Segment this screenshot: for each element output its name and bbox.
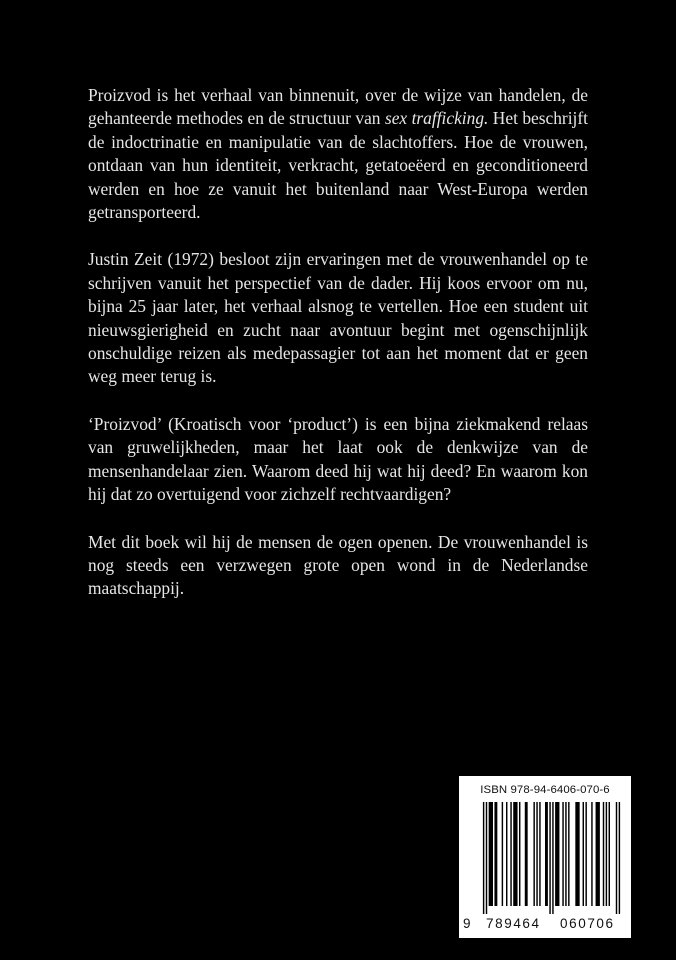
barcode-bar xyxy=(606,802,607,906)
barcode-guard-bar xyxy=(619,802,620,914)
barcode-bar xyxy=(506,802,507,906)
barcode-bar xyxy=(489,802,493,906)
barcode-digits xyxy=(459,916,631,934)
barcode-bar xyxy=(562,802,563,906)
barcode-guard-bar xyxy=(616,802,617,914)
barcode-digits-left: 789464 xyxy=(486,916,541,931)
barcode-bar xyxy=(568,802,569,906)
barcode-bar xyxy=(591,802,592,906)
barcode-bars xyxy=(467,802,623,914)
barcode-bar xyxy=(513,802,517,906)
barcode-guard-bar xyxy=(486,802,487,914)
barcode-bar xyxy=(519,802,520,906)
barcode-bar xyxy=(525,802,528,906)
barcode-guard-bar xyxy=(552,802,553,914)
blurb-paragraph-2: Justin Zeit (1972) besloot zijn ervaringen met de vrouwenhandel op te schrijven vanuit het perspectief van de dader. Hij koos ervoor om nu, bijna 25 jaar later, het verhaal alsnog te vertellen. Hoe een student uit nieuwsgierigheid en zucht naar avontuur begint met ogenschijnlijk onschuldige reizen als medepassagier tot aan het moment dat er geen weg meer terug is. xyxy=(88,249,588,387)
barcode-digits-right: 060706 xyxy=(560,916,615,931)
isbn-barcode xyxy=(459,776,631,938)
barcode-digit-first: 9 xyxy=(463,916,471,931)
barcode-bar xyxy=(565,802,566,906)
blurb-text xyxy=(88,84,588,625)
barcode-bar xyxy=(533,802,534,906)
paragraph-1-before: Proizvod is het verhaal van binnenuit, over de wijze van handelen, de gehanteerde methodes en de structuur van xyxy=(88,85,588,129)
barcode-guard-bar xyxy=(549,802,550,914)
paragraph-1-after: Het beschrijft de indoctrinatie en manipulatie van de slachtoffers. Hoe de vrouwen, ontdaan van hun identiteit, verkracht, getatoeëerd en geconditioneerd werden en hoe ze vanuit het buitenland naar West-Europa werden getransporteerd. xyxy=(88,108,588,223)
barcode-bar xyxy=(536,802,537,906)
barcode-bar xyxy=(585,802,586,906)
blurb-paragraph-4: Met dit boek wil hij de mensen de ogen openen. De vrouwenhandel is nog steeds een verzwegen grote open wond in de Nederlandse maatschappij. xyxy=(88,531,588,599)
barcode-bar xyxy=(502,802,503,906)
barcode-bar xyxy=(596,802,600,906)
barcode-bar xyxy=(583,802,584,906)
barcode-bar xyxy=(510,802,511,906)
barcode-bar xyxy=(575,802,579,906)
isbn-label: ISBN 978-94-6406-070-6 xyxy=(480,784,610,796)
barcode-bar xyxy=(545,802,548,906)
blurb-paragraph-1 xyxy=(88,84,588,224)
barcode-bar xyxy=(494,802,497,906)
barcode-bar xyxy=(609,802,610,906)
barcode-guard-bar xyxy=(483,802,484,914)
barcode-bar xyxy=(555,802,559,906)
barcode-bar xyxy=(603,802,604,906)
blurb-paragraph-3: ‘Proizvod’ (Kroatisch voor ‘product’) is een bijna ziekmakend relaas van gruwelijkheden, maar het laat ook de denkwijze van de mensenhandelaar zien. Waarom deed hij wat hij deed? En waarom kon hij dat zo overtuigend voor zichzelf rechtvaardigen? xyxy=(88,413,588,505)
barcode-bar xyxy=(539,802,540,906)
paragraph-1-italic: sex trafficking. xyxy=(384,108,489,129)
